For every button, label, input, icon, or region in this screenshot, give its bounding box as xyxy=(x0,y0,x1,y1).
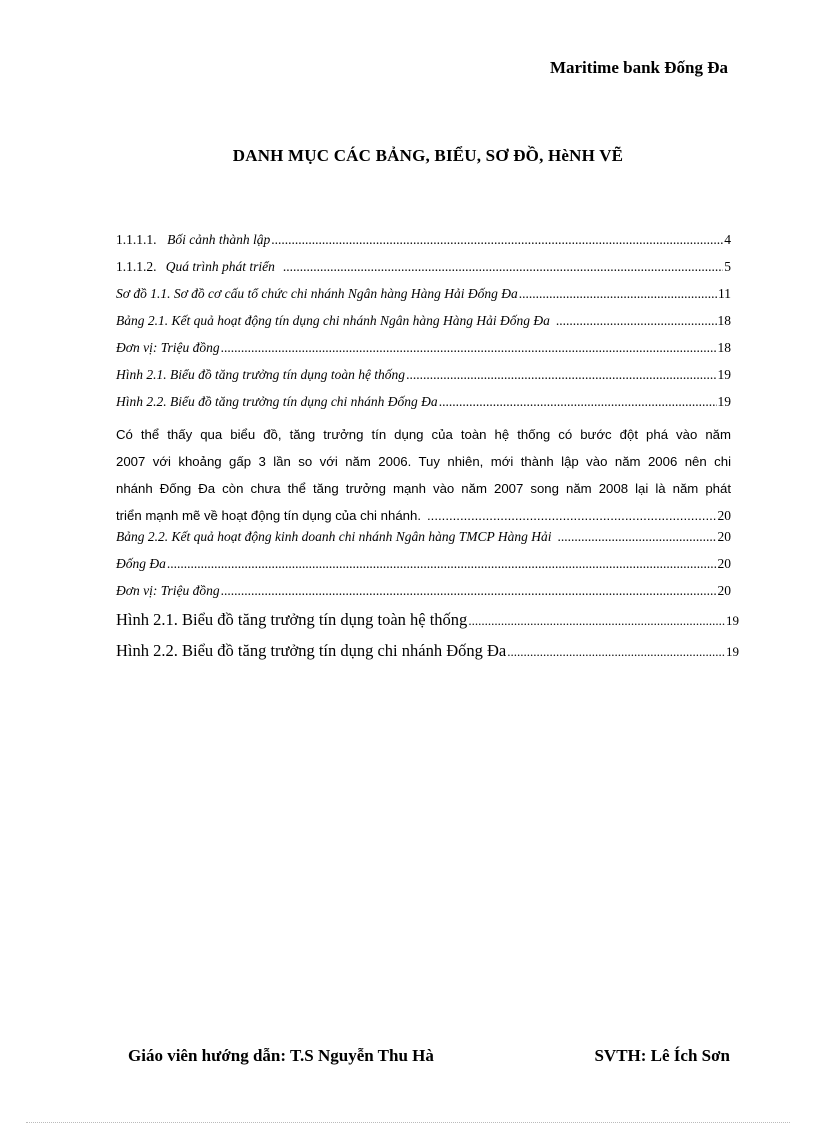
toc-entry-title: Đống Đa xyxy=(116,556,166,571)
toc-leader-dots xyxy=(556,313,717,329)
toc-entry-number: 1.1.1.2. xyxy=(116,259,157,274)
toc-entry-title: Hình 2.1. Biểu đồ tăng trưởng tín dụng toàn hệ thống xyxy=(116,367,406,382)
toc-leader-dots xyxy=(221,583,717,599)
paragraph-line: 2007 với khoảng gấp 3 lần so với năm 2006. Tuy nhiên, mới thành lập vào năm 2006 nên chi xyxy=(116,454,731,469)
toc-entry-title: Đơn vị: Triệu đồng xyxy=(116,340,220,355)
footer-supervisor: Giáo viên hướng dẫn: T.S Nguyễn Thu Hà xyxy=(128,1046,434,1065)
toc-entry-page: 19 xyxy=(726,613,739,628)
toc-entry-don-vi-1[interactable] xyxy=(116,340,731,367)
toc-entry-page: 20 xyxy=(717,508,731,523)
page-header: Maritime bank Đống Đa xyxy=(549,58,728,77)
toc-leader-dots xyxy=(558,529,717,545)
toc-entry-don-vi-2[interactable] xyxy=(116,583,731,610)
toc-entry-1-1-1-2[interactable] xyxy=(116,259,731,286)
paragraph-line: nhánh Đống Đa còn chưa thể tăng trưởng mạnh vào năm 2007 song năm 2008 lại là năm phát xyxy=(116,481,731,496)
toc-entry-1-1-1-1[interactable] xyxy=(116,232,731,259)
toc-leader-dots xyxy=(439,394,717,410)
toc-entry-title: Hình 2.1. Biểu đồ tăng trưởng tín dụng toàn hệ thống xyxy=(116,610,468,629)
toc-entry-page: 5 xyxy=(724,259,731,274)
toc-entry-page: 18 xyxy=(717,340,731,355)
toc-entry-page: 20 xyxy=(717,556,731,571)
toc-entry-bang-2-2[interactable] xyxy=(116,529,731,556)
toc-entry-title: Hình 2.2. Biểu đồ tăng trưởng tín dụng chi nhánh Đống Đa xyxy=(116,641,507,660)
toc-entry-title: Bối cảnh thành lập xyxy=(167,232,271,247)
toc-entry-dong-da[interactable] xyxy=(116,556,731,583)
toc-entry-title: Bảng 2.2. Kết quả hoạt động kinh doanh chi nhánh Ngân hàng TMCP Hàng Hải xyxy=(116,529,552,544)
toc-entry-title: Hình 2.2. Biểu đồ tăng trưởng tín dụng chi nhánh Đống Đa xyxy=(116,394,438,409)
paragraph-line: triển mạnh mẽ về hoạt động tín dụng của chi nhánh. xyxy=(116,508,421,523)
paragraph-line: Có thể thấy qua biểu đồ, tăng trưởng tín dụng của toàn hệ thống có bước đột phá vào năm xyxy=(116,427,731,442)
toc-leader-dots xyxy=(519,286,717,302)
page-title: DANH MỤC CÁC BẢNG, BIỂU, SƠ ĐỒ, HèNH VẼ xyxy=(232,146,624,165)
toc-entry-hinh-2-1[interactable] xyxy=(116,367,731,394)
toc-entry-page: 19 xyxy=(717,394,731,409)
toc-entry-page: 4 xyxy=(724,232,731,247)
toc-entry-number: 1.1.1.1. xyxy=(116,232,157,247)
paragraph-last-line xyxy=(116,502,731,529)
toc-leader-dots xyxy=(468,613,725,629)
toc-entry-hinh-2-2[interactable] xyxy=(116,394,731,421)
toc-leader-dots xyxy=(406,367,716,383)
toc-leader-dots xyxy=(167,556,717,572)
toc-entry-page: 18 xyxy=(717,313,731,328)
toc-entry-page: 19 xyxy=(726,644,739,659)
toc-entry-title: Đơn vị: Triệu đồng xyxy=(116,583,220,598)
toc-entry-so-do-1-1[interactable] xyxy=(116,286,731,313)
toc-leader-dots xyxy=(427,502,717,529)
toc-entry-title: Bảng 2.1. Kết quả hoạt động tín dụng chi nhánh Ngân hàng Hàng Hải Đống Đa xyxy=(116,313,550,328)
toc-entry-page: 11 xyxy=(718,286,731,301)
toc-entry-title: Sơ đồ 1.1. Sơ đồ cơ cấu tổ chức chi nhánh Ngân hàng Hàng Hải Đống Đa xyxy=(116,286,518,301)
toc-entry-page: 20 xyxy=(717,583,731,598)
toc-entry-hinh-2-1-large[interactable] xyxy=(116,610,739,641)
toc-entry-title: Quá trình phát triển xyxy=(165,259,275,274)
toc-entry-bang-2-1[interactable] xyxy=(116,313,731,340)
toc-leader-dots xyxy=(271,232,723,248)
toc-entry-page: 20 xyxy=(717,529,731,544)
table-of-contents xyxy=(116,232,739,672)
toc-entry-paragraph[interactable] xyxy=(116,421,731,529)
toc-leader-dots xyxy=(283,259,723,275)
toc-leader-dots xyxy=(507,644,725,660)
toc-leader-dots xyxy=(221,340,717,356)
toc-entry-hinh-2-2-large[interactable] xyxy=(116,641,739,672)
footer-student: SVTH: Lê Ích Sơn xyxy=(594,1046,730,1065)
toc-entry-page: 19 xyxy=(717,367,731,382)
